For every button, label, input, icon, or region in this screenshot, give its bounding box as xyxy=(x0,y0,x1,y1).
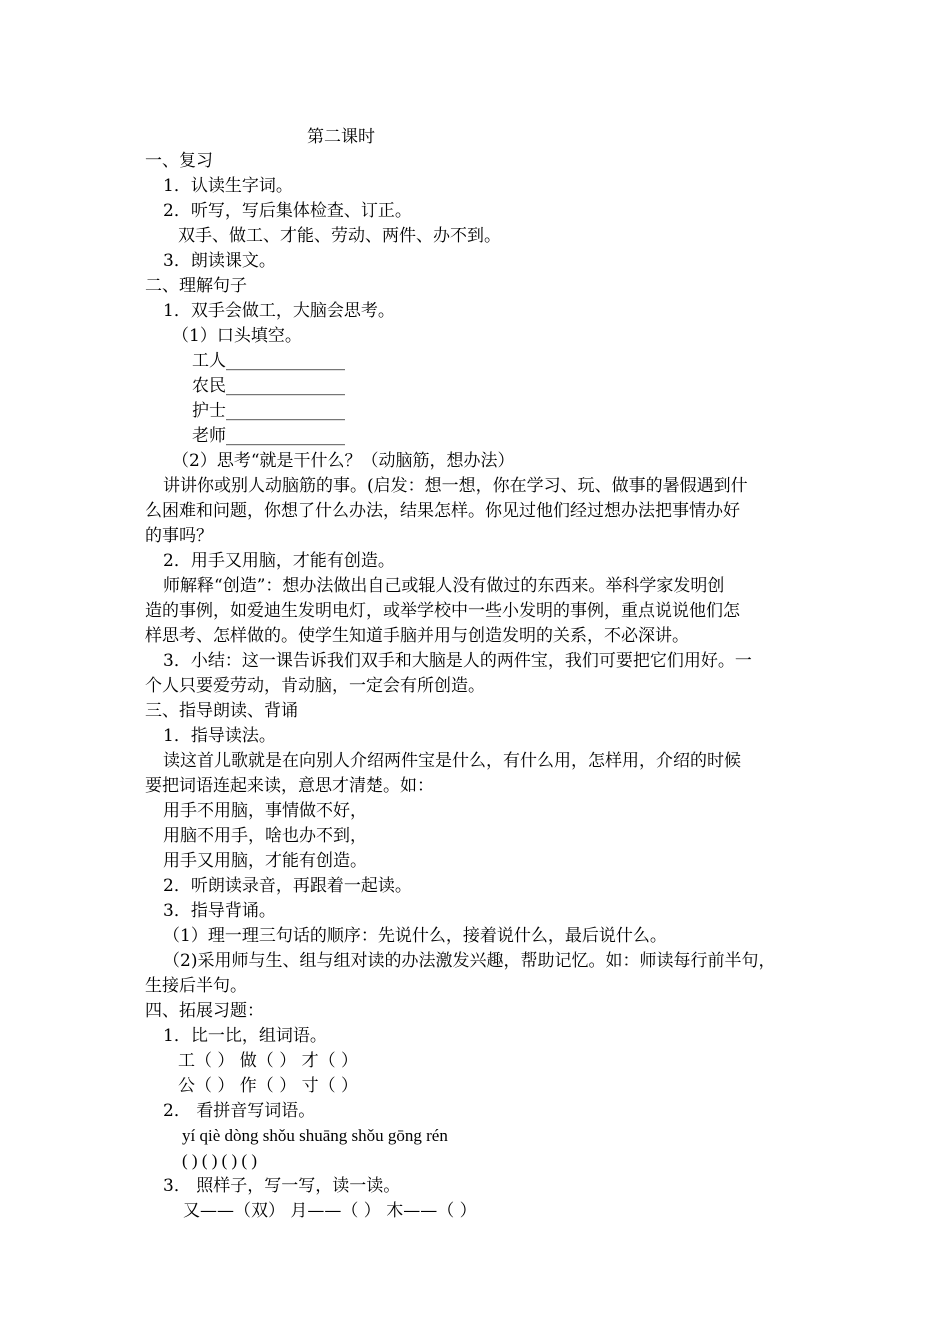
paragraph-line: 生接后半句。 xyxy=(145,976,247,996)
answer-parentheses-row: ( ) ( ) ( ) ( ) xyxy=(182,1151,258,1170)
paragraph-line: 讲讲你或别人动脑筋的事。(启发：想一想，你在学习、玩、做事的暑假遇到什 xyxy=(163,476,748,496)
fill-blank-nurse: 护士______________ xyxy=(192,401,345,421)
pinyin-row: yí qiè dòng shǒu shuāng shǒu gōng rén xyxy=(182,1126,448,1145)
section-heading-reading: 三、指导朗读、背诵 xyxy=(145,701,298,721)
recite-step-1: （1）理一理三句话的顺序：先说什么，接着说什么，最后说什么。 xyxy=(163,926,667,946)
lesson-title: 第二课时 xyxy=(307,127,375,147)
recite-step-2: （2)采用师与生、组与组对读的办法激发兴趣，帮助记忆。如：师读每行前半句， xyxy=(163,951,776,971)
paragraph-line: 师解释“创造”：想办法做出自己或辊人没有做过的东西来。举科学家发明创 xyxy=(163,576,725,596)
exercise-item-1: 1．比一比，组词语。 xyxy=(163,1026,327,1046)
fill-blank-worker: 工人______________ xyxy=(192,351,345,371)
review-item-3: 3．朗读课文。 xyxy=(163,251,276,271)
compare-row-1: 工（ ） 做（ ） 才（ ） xyxy=(178,1051,359,1071)
paragraph-line: 读这首儿歌就是在向别人介绍两件宝是什么，有什么用，怎样用，介绍的时候 xyxy=(163,751,741,771)
understand-item-2: 2．用手又用脑，才能有创造。 xyxy=(163,551,395,571)
example-row: 又——（双） 月——（ ） 木——（ ） xyxy=(183,1201,477,1221)
dictation-words: 双手、做工、才能、劳动、两件、办不到。 xyxy=(178,226,501,246)
section-heading-understand: 二、理解句子 xyxy=(145,276,247,296)
understand-item-1: 1．双手会做工，大脑会思考。 xyxy=(163,301,395,321)
poem-line-1: 用手不用脑，事情做不好， xyxy=(163,801,367,821)
reading-item-3: 3．指导背诵。 xyxy=(163,901,276,921)
reading-item-1: 1．指导读法。 xyxy=(163,726,276,746)
poem-line-3: 用手又用脑，才能有创造。 xyxy=(163,851,367,871)
paragraph-line: 造的事例，如爱迪生发明电灯，或举学校中一些小发明的事例，重点说说他们怎 xyxy=(145,601,740,621)
paragraph-line: 么困难和问题，你想了什么办法，结果怎样。你见过他们经过想办法把事情办好 xyxy=(145,501,740,521)
paragraph-line: 的事吗？ xyxy=(145,526,213,546)
fill-blank-farmer: 农民______________ xyxy=(192,376,345,396)
reading-item-2: 2．听朗读录音，再跟着一起读。 xyxy=(163,876,412,896)
exercise-item-2: 2． 看拼音写词语。 xyxy=(163,1101,316,1121)
compare-row-2: 公（ ） 作（ ） 寸（ ） xyxy=(178,1076,359,1096)
review-item-2: 2．听写，写后集体检查、订正。 xyxy=(163,201,412,221)
poem-line-2: 用脑不用手，啥也办不到， xyxy=(163,826,367,846)
section-heading-review: 一、复习 xyxy=(145,151,213,171)
summary-line: 个人只要爱劳动，肯动脑，一定会有所创造。 xyxy=(145,676,485,696)
think-question: （2）思考“就是干什么？（动脑筋，想办法） xyxy=(172,451,515,471)
paragraph-line: 要把词语连起来读，意思才清楚。如： xyxy=(145,776,434,796)
fill-blank-heading: （1）口头填空。 xyxy=(172,326,302,346)
summary-line: 3．小结：这一课告诉我们双手和大脑是人的两件宝，我们可要把它们用好。一 xyxy=(163,651,752,671)
paragraph-line: 样思考、怎样做的。使学生知道手脑并用与创造发明的关系，不必深讲。 xyxy=(145,626,689,646)
fill-blank-teacher: 老师______________ xyxy=(192,426,345,446)
exercise-item-3: 3． 照样子，写一写，读一读。 xyxy=(163,1176,401,1196)
section-heading-exercises: 四、拓展习题： xyxy=(145,1001,264,1021)
review-item-1: 1．认读生字词。 xyxy=(163,176,293,196)
